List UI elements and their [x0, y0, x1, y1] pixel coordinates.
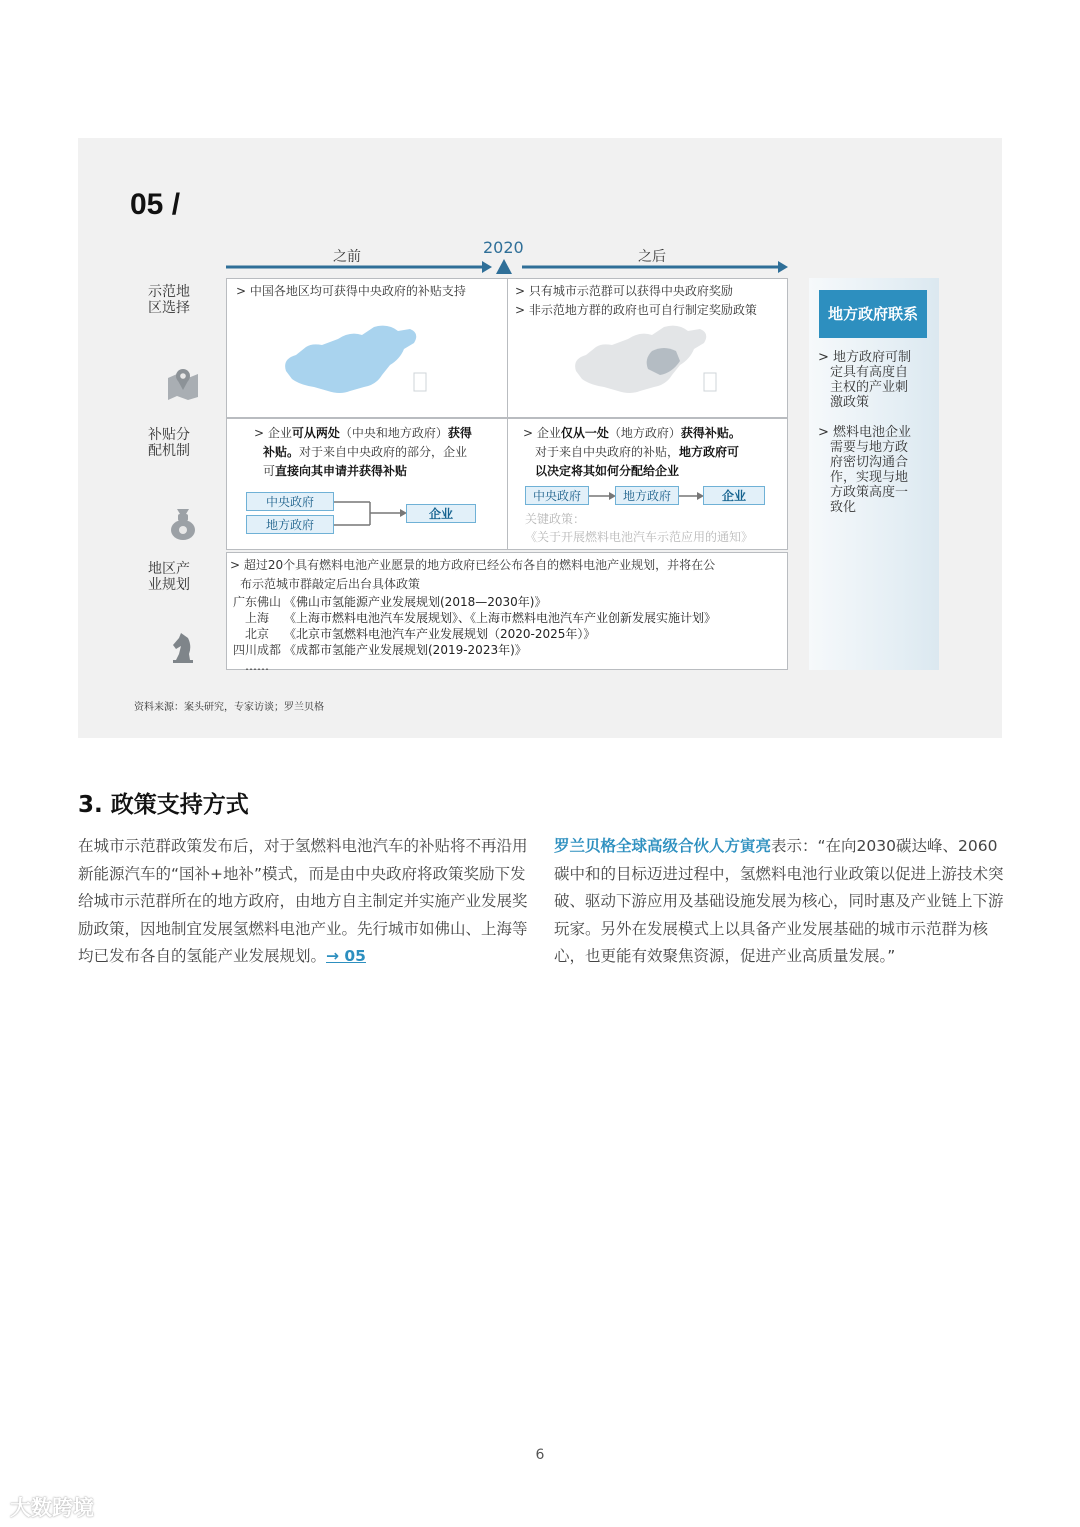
- selection-before-text: > 中国各地区均可获得中央政府的补贴支持: [236, 284, 466, 298]
- pill-central-government-after: 中央政府: [525, 486, 589, 505]
- sidebar-point-1: > 地方政府可制 定具有高度自 主权的产业刺 激政策: [818, 350, 912, 410]
- map-pin-icon: [166, 366, 200, 400]
- subsidy-after-line-2: 对于来自中央政府的补贴，地方政府可: [535, 445, 740, 459]
- sidebar-point-2: > 燃料电池企业 需要与地方政 府密切沟通合 作，实现与地 方政策高度一 致化: [818, 425, 912, 515]
- timeline-before: 之前: [333, 249, 361, 265]
- page-number: 6: [535, 1447, 545, 1463]
- sidebar-title: 地方政府联系: [819, 290, 927, 338]
- planning-cities: [232, 594, 282, 674]
- row-label-planning: 地区产 业规划: [148, 561, 190, 593]
- figure-source: 资料来源：案头研究，专家访谈；罗兰贝格: [134, 702, 324, 713]
- watermark: 大数跨境: [10, 1496, 94, 1520]
- row-label-selection: 示范地 区选择: [148, 284, 190, 316]
- figure-number: 05 /: [130, 188, 181, 221]
- pill-enterprise-before: 企业: [406, 504, 476, 523]
- subsidy-before-line-3: 可直接向其申请并获得补贴: [263, 464, 408, 478]
- money-bag-icon: [166, 506, 200, 540]
- pill-local-government: 地方政府: [246, 515, 334, 534]
- plan-title: 《佛山市氢能源产业发展规划(2018—2030年)》: [284, 595, 547, 609]
- plan-title: 《上海市燃料电池汽车发展规划》、《上海市燃料电池汽车产业创新发展实施计划》: [284, 611, 717, 625]
- plan-title: 《北京市氢燃料电池汽车产业发展规划（2020-2025年）》: [284, 627, 596, 641]
- selection-after-text-2: > 非示范地方群的政府也可自行制定奖励政策: [515, 303, 757, 317]
- pill-central-government: 中央政府: [246, 492, 334, 511]
- chess-knight-icon: [166, 630, 200, 664]
- city-label: 广东佛山: [232, 595, 281, 609]
- selection-after-text-1: > 只有城市示范群可以获得中央政府奖励: [515, 284, 733, 298]
- section-heading: 3. 政策支持方式: [78, 792, 249, 818]
- key-policy: 《关于开展燃料电池汽车示范应用的通知》: [525, 530, 754, 544]
- planning-documents: [284, 594, 716, 658]
- key-policy-label: 关键政策：: [525, 512, 586, 526]
- subsidy-before-line-1: > 企业可从两处（中央和地方政府）获得: [254, 426, 472, 440]
- timeline-arrows: [78, 138, 1002, 288]
- city-label: 北京: [244, 627, 269, 641]
- flow-arrow-2: [679, 488, 705, 504]
- row-label-subsidy: 补贴分 配机制: [148, 427, 190, 459]
- pill-local-government-after: 地方政府: [615, 486, 679, 505]
- china-map-after: [568, 321, 718, 401]
- right-paragraph: 罗兰贝格全球高级合伙人方寅亮表示：“在向2030碳达峰、2060碳中和的目标迈进过程中，氢燃料电池行业政策以促进上游技术突破、驱动下游应用及基础设施发展为核心，同时惠及产业链上下游玩家。另外在发展模式上以具备产业发展基础的城市示范群为核心，也更能有效聚焦资源，促进产业高质量发展。”: [554, 837, 1004, 966]
- china-map-before: [278, 321, 428, 401]
- subsidy-after-line-1: > 企业仅从一处（地方政府）获得补贴。: [523, 426, 741, 440]
- left-paragraph: 在城市示范群政策发布后，对于氢燃料电池汽车的补贴将不再沿用新能源汽车的“国补+地补”模式，而是由中央政府将政策奖励下发给城市示范群所在的地方政府，由地方自主制定并实施产业发展奖励政策，因地制宜发展氢燃料电池产业。先行城市如佛山、上海等均已发布各自的氢能产业发展规划。→ 05: [78, 837, 528, 966]
- planning-intro-1: > 超过20个具有燃料电池产业愿景的地方政府已经公布各自的燃料电池产业规划，并将在公: [230, 558, 716, 572]
- timeline-after: 之后: [638, 249, 666, 265]
- figure-panel: [78, 138, 1002, 738]
- flow-connector-before: [334, 494, 408, 534]
- planning-intro-2: 布示范城市群敲定后出台具体政策: [240, 577, 421, 591]
- figure-link[interactable]: → 05: [326, 947, 366, 966]
- city-label: ……: [245, 659, 269, 673]
- flow-arrow-1: [589, 488, 617, 504]
- city-label: 四川成都: [232, 643, 281, 657]
- timeline-year: 2020: [483, 238, 524, 257]
- year-marker-icon: [496, 259, 512, 274]
- pill-enterprise-after: 企业: [703, 486, 765, 505]
- plan-title: 《成都市氢能产业发展规划(2019-2023年)》: [284, 643, 527, 657]
- subsidy-before-line-2: 补贴。对于来自中央政府的部分，企业: [263, 445, 468, 459]
- quote-author: 罗兰贝格全球高级合伙人方寅亮: [554, 837, 772, 855]
- subsidy-after-line-3: 以决定将其如何分配给企业: [535, 464, 680, 478]
- city-label: 上海: [244, 611, 269, 625]
